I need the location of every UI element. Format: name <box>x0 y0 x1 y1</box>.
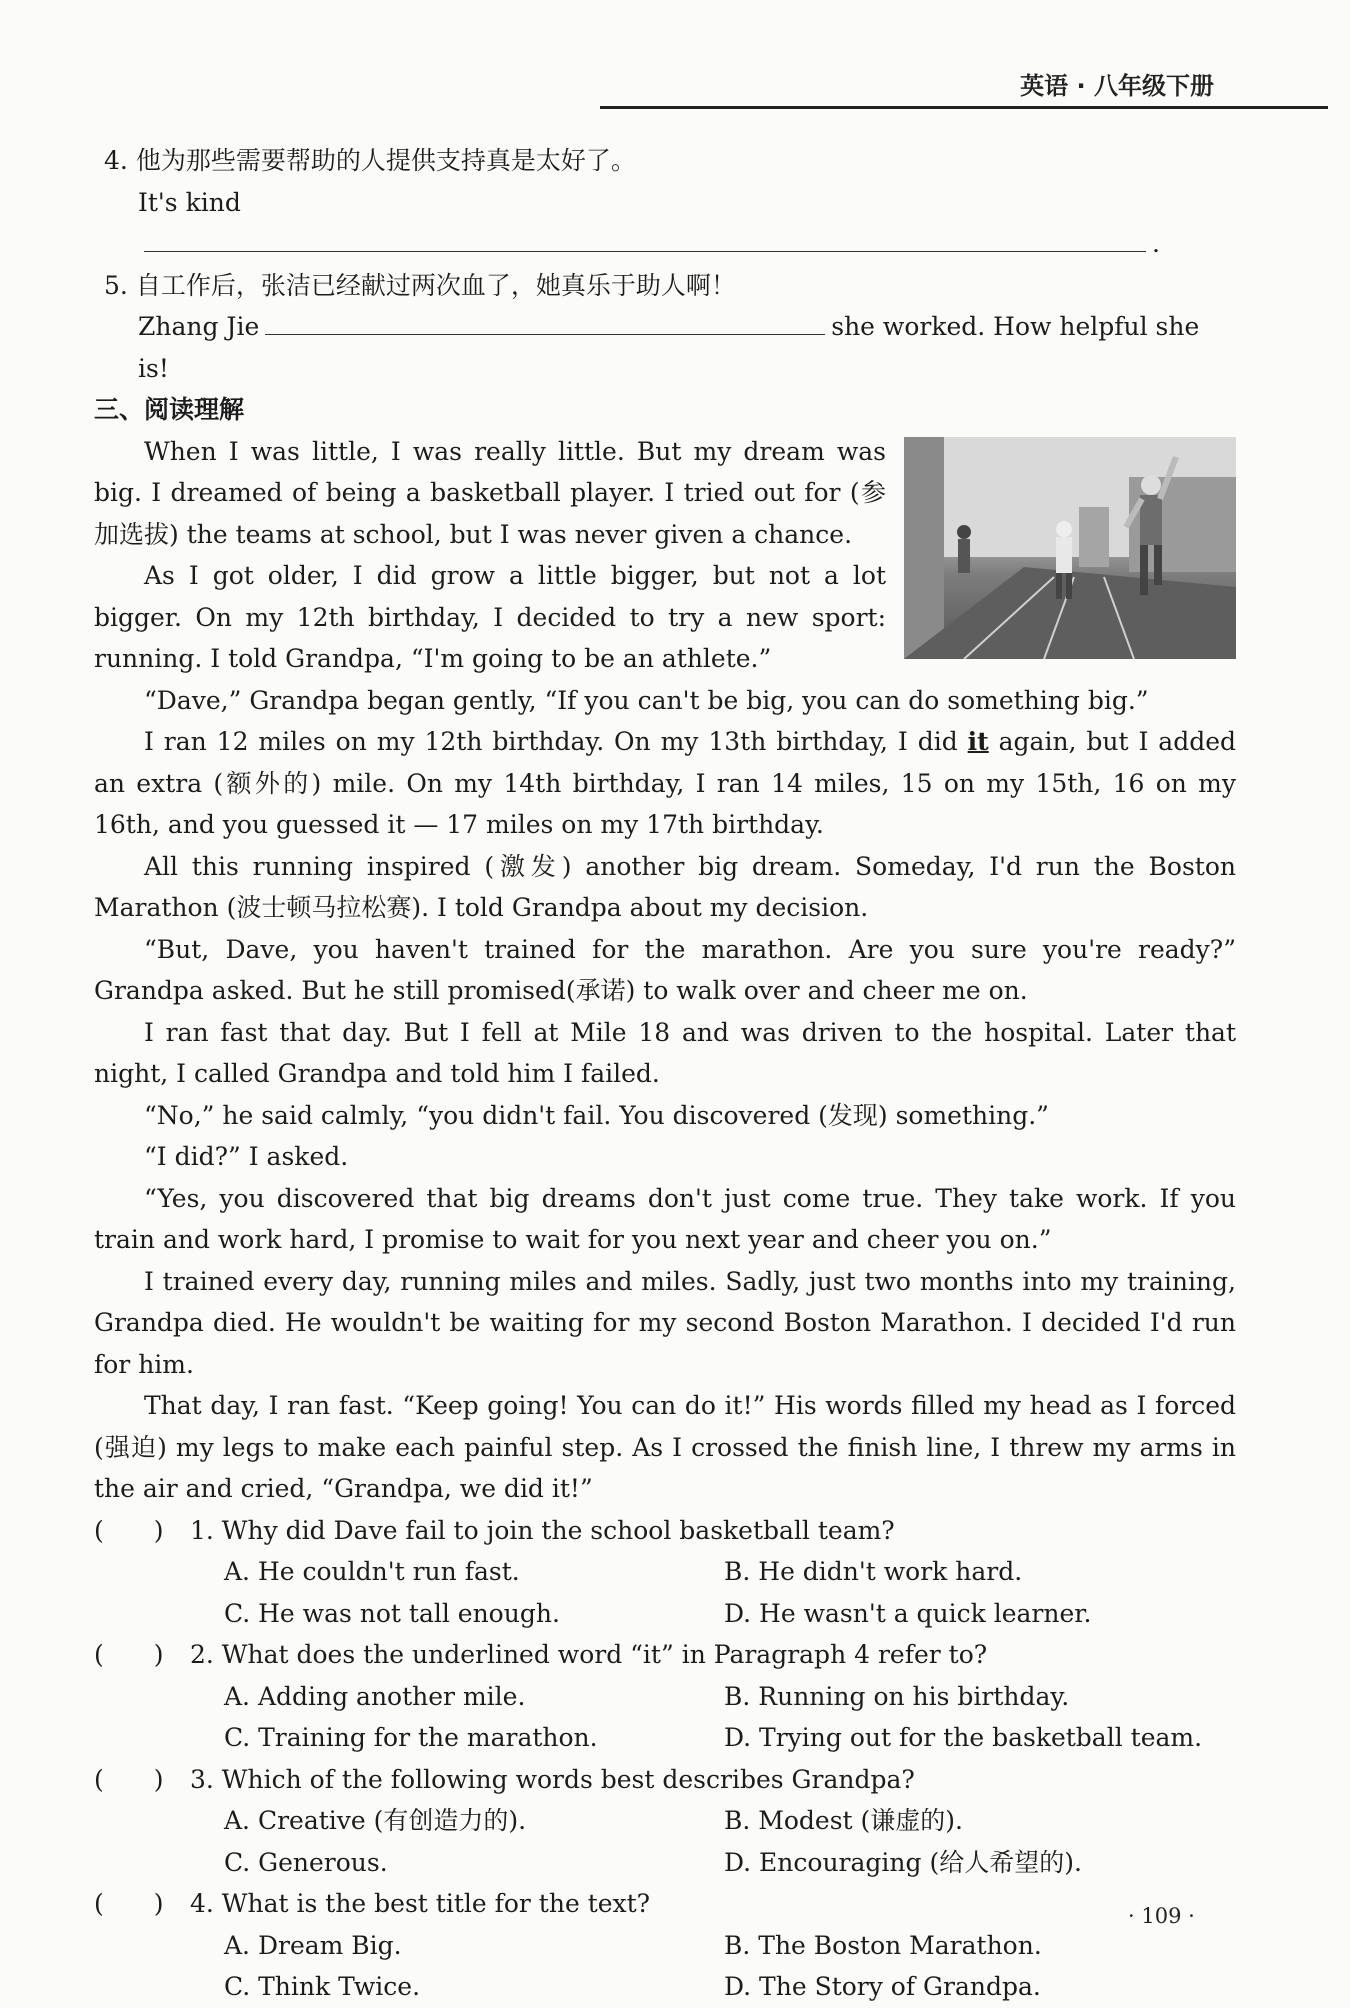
paragraph-text: I ran 12 miles on my 12th birthday. On my 13th birthday, I did <box>144 727 958 756</box>
options <box>94 1676 1236 1759</box>
page-content <box>94 140 1236 2008</box>
option[interactable]: D. He wasn't a quick learner. <box>724 1598 1092 1628</box>
option[interactable]: C. Training for the marathon. <box>224 1723 598 1752</box>
option[interactable]: D. Encouraging (给人希望的). <box>724 1847 1082 1877</box>
passage-paragraph: That day, I ran fast. “Keep going! You can do it!” His words filled my head as I forced (强迫) my legs to make each painful step. As I crossed the finish line, I threw my arms in the air and cried, “Grandpa, we did it!” <box>94 1391 1236 1503</box>
section-title: 三、阅读理解 <box>94 395 245 424</box>
paragraph-text: again, but I added an extra (额外的) mile. On my 14th birthday, I ran 14 miles, 15 on my 15th, 16 on my 16th, and you guessed it — 17 miles on my 17th birthday. <box>94 727 1237 839</box>
passage-paragraph: All this running inspired (激发) another big dream. Someday, I'd run the Boston Marathon (波士顿马拉松赛). I told Grandpa about my decision. <box>94 851 1236 922</box>
option[interactable]: A. Dream Big. <box>224 1930 402 1960</box>
passage-paragraph: “Dave,” Grandpa began gently, “If you can't be big, you can do something big.” <box>144 685 1149 715</box>
question-2 <box>94 1634 1236 1759</box>
question-text: 3. Which of the following words best describes Grandpa? <box>190 1764 915 1794</box>
option[interactable]: A. Adding another mile. <box>224 1681 526 1711</box>
passage-paragraph: “Yes, you discovered that big dreams don't just come true. They take work. If you train and work hard, I promise to wait for you next year and cheer you on.” <box>94 1183 1236 1254</box>
answer-blank[interactable] <box>265 333 825 335</box>
translation-4 <box>94 140 1236 182</box>
answer-bracket[interactable]: ( ) <box>94 1515 164 1545</box>
answer-suffix: she worked. How helpful she is! <box>138 312 1200 383</box>
passage-paragraph: I trained every day, running miles and miles. Sadly, just two months into my training, Grandpa died. He wouldn't be waiting for my second Boston Marathon. I decided I'd run for him. <box>94 1266 1236 1379</box>
translation-number: 5. <box>104 270 128 300</box>
passage-paragraph: “But, Dave, you haven't trained for the marathon. Are you sure you're ready?” Grandpa asked. But he still promised(承诺) to walk over and cheer me on. <box>94 934 1236 1005</box>
option[interactable]: B. The Boston Marathon. <box>724 1930 1042 1960</box>
answer-prefix: Zhang Jie <box>138 312 260 341</box>
page-number: · 109 · <box>1128 1904 1195 1928</box>
translation-5 <box>94 265 1236 307</box>
option[interactable]: C. He was not tall enough. <box>224 1598 560 1628</box>
question-text: 1. Why did Dave fail to join the school basketball team? <box>190 1515 895 1545</box>
passage-paragraph: “I did?” I asked. <box>144 1142 349 1171</box>
option[interactable]: C. Generous. <box>224 1847 388 1877</box>
option[interactable]: B. He didn't work hard. <box>724 1557 1023 1586</box>
passage-paragraph: When I was little, I was really little. But my dream was big. I dreamed of being a basketball player. I tried out for (参加选拔) the teams at school, but I was never given a chance. <box>94 436 886 549</box>
underlined-word: it <box>967 727 989 756</box>
translation-4-answer <box>94 182 1236 265</box>
options <box>94 1925 1236 2008</box>
option[interactable]: B. Modest (谦虚的). <box>724 1806 963 1835</box>
option[interactable]: C. Think Twice. <box>224 1972 421 2001</box>
option[interactable]: D. The Story of Grandpa. <box>724 1972 1041 2001</box>
option[interactable]: A. He couldn't run fast. <box>224 1557 520 1586</box>
options <box>94 1551 1236 1634</box>
question-1 <box>94 1510 1236 1635</box>
question-text: 4. What is the best title for the text? <box>190 1889 651 1918</box>
passage-paragraph-4 <box>94 721 1236 846</box>
page-header: 英语 · 八年级下册 <box>1020 72 1214 100</box>
question-3 <box>94 1759 1236 1884</box>
passage-paragraph: “No,” he said calmly, “you didn't fail. You discovered (发现) something.” <box>144 1100 1049 1130</box>
answer-bracket[interactable]: ( ) <box>94 1640 164 1669</box>
passage-paragraph: I ran fast that day. But I fell at Mile 18 and was driven to the hospital. Later that night, I called Grandpa and told him I failed. <box>94 1017 1236 1088</box>
question-4 <box>94 1883 1236 2008</box>
translation-number: 4. <box>104 146 128 175</box>
question-text: 2. What does the underlined word “it” in Paragraph 4 refer to? <box>190 1640 988 1669</box>
answer-prefix: It's kind <box>138 187 241 217</box>
answer-blank[interactable] <box>144 250 1146 252</box>
answer-bracket[interactable]: ( ) <box>94 1764 164 1794</box>
running-photo <box>904 437 1236 659</box>
translation-chinese: 他为那些需要帮助的人提供支持真是太好了。 <box>135 146 636 175</box>
option[interactable]: B. Running on his birthday. <box>724 1681 1070 1711</box>
passage-paragraph: As I got older, I did grow a little bigger, but not a lot bigger. On my 12th birthday, I decided to try a new sport: running. I told Grandpa, “I'm going to be an athlete.” <box>94 561 886 673</box>
option[interactable]: A. Creative (有创造力的). <box>224 1806 527 1835</box>
header-rule <box>600 106 1328 109</box>
answer-suffix: . <box>1152 229 1160 258</box>
options <box>94 1800 1236 1883</box>
option[interactable]: D. Trying out for the basketball team. <box>724 1723 1203 1752</box>
running-photo-image <box>904 437 1236 659</box>
answer-bracket[interactable]: ( ) <box>94 1889 164 1918</box>
translation-chinese: 自工作后，张洁已经献过两次血了，她真乐于助人啊！ <box>135 270 736 300</box>
translation-5-answer <box>94 306 1236 389</box>
